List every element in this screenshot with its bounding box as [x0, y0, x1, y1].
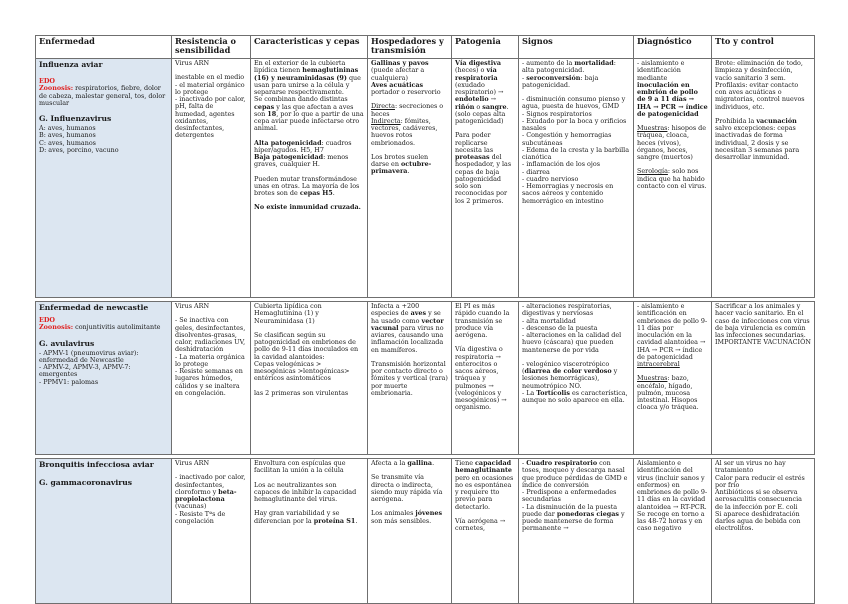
car-text: las 2 primeras son virulentas: [254, 388, 349, 397]
res-text: - inactivado por calor, pH, falta de humedad, agentes oxidantes, desinfectantes, detergentes: [175, 95, 246, 140]
tto-text: Sacrificar a los animales y hacer vacío sanitario. En el caso de infecciones con virus de baja virulencia es común las infecciones secundarias.: [715, 302, 810, 339]
row-bronquitis: [36, 459, 815, 604]
hos-text: Afecta a la gallina.: [371, 459, 435, 467]
tto-text: Si aparece deshidratación darles agua de bebida con electrolitos.: [715, 509, 801, 533]
cell-newcastle-caracteristicas: [251, 302, 368, 455]
sig-text: - La disminución de la puesta puede dar ponedoras ciegas y puede mantenerse de forma permanente →: [522, 502, 625, 533]
tto-text: Al ser un virus no hay tratamiento: [715, 459, 786, 475]
cell-bronquitis-patogenia: [452, 459, 519, 604]
edo-label: EDO: [39, 316, 55, 324]
cell-influenza-enfermedad: [36, 59, 172, 298]
row-newcastle: [36, 302, 815, 455]
disease-name: Influenza aviar: [39, 60, 103, 69]
cell-newcastle-hospedadores: [368, 302, 452, 455]
dia-text: - aislamiento e ientificación en embriones de pollo 9-11 días por inoculación en la cavidad alantoidea → IHA → PCR → índice de patogenicidad intracerebral: [637, 302, 708, 368]
cell-bronquitis-signos: [519, 459, 634, 604]
disease-name: Enfermedad de newcastle: [39, 303, 149, 312]
dia-text: - aislamiento e identificación mediante: [637, 59, 685, 82]
header-patogenia: Patogenia: [452, 36, 519, 59]
sig-text: - velogénico viscerotrópico (diarrea de color verdoso y lesiones hemorrágicas), neumotrópico NO.: [522, 359, 618, 390]
pat-text: Vía digestiva (heces) o vía respiratoria (exudado respiratorio) → endotelio → riñón o sangre. (solo cepas alta patogenicidad): [455, 59, 509, 125]
pat-text: Tiene capacidad hemaglutinante pero en ocasiones no es espontánea y requiere tto previo para detectarlo.: [455, 459, 514, 511]
cell-influenza-hospedadores: [368, 59, 452, 298]
hos-text: Aves acuáticas portador o reservorio: [371, 80, 441, 96]
sig-item: - Signos respiratorios: [522, 109, 592, 118]
row-influenza: [36, 59, 815, 298]
sig-item: - disminución consumo pienso y agua, puesta de huevos, GMD: [522, 95, 626, 111]
car-text: No existe inmunidad cruzada.: [254, 203, 361, 212]
sig-text: - descenso de la puesta: [522, 323, 598, 332]
pat-text: Para poder replicarse necesita las proteasas del hospedador, y las cepas de baja patogenicidad solo son reconocidas por los 2 primeros.: [455, 131, 512, 205]
hos-text: Gallinas y pavos (puede afectar a cualquiera): [371, 59, 429, 82]
genus-name: G. avulavirus: [39, 338, 95, 348]
car-text: Se clasifican según su patogenicidad en embriones de pollo de 9-11 días inoculados en la cavidad alantoides:: [254, 330, 359, 361]
genus-name: G. Influenzavirus: [39, 114, 112, 123]
sig-item: - Congestión y hemorragias subcutáneas: [522, 131, 612, 147]
zoonosis-text: Zoonosis: conjuntivitis autolimitante: [39, 323, 161, 332]
res-text: - Resiste semanas en lugares húmedos, cálidos y se inaltera en congelación.: [175, 367, 243, 397]
cell-bronquitis-enfermedad: [36, 459, 172, 604]
hos-text: Indirecta: fómites, vectores, cadáveres, huevos rotos embrionados.: [371, 116, 438, 147]
tto-text: Calor para reducir el estrés por frío: [715, 473, 805, 489]
sig-text: - Cuadro respiratorio con toses, moqueo y descarga nasal que produce pérdidas de GMD e índice de conversión: [522, 459, 628, 489]
res-text: Virus ARN: [175, 302, 210, 310]
hos-text: Directa: secreciones o heces: [371, 102, 444, 118]
sig-text: - alta mortalidad: [522, 316, 576, 325]
cell-influenza-caracteristicas: [251, 59, 368, 298]
hos-text: Se transmite vía directa o indirecta, siendo muy rápida vía aerógena.: [371, 473, 443, 503]
disease-name: Bronquitis infecciosa aviar: [39, 460, 154, 469]
header-row: [36, 36, 815, 59]
hos-text: Los animales jóvenes son más sensibles.: [371, 509, 443, 525]
zoonosis-text: Zoonosis: respiratorios, fiebre, dolor de cabeza, malestar general, tos, dolor muscular: [39, 84, 166, 107]
header-caracteristicas: Caracteristicas y cepas: [251, 36, 368, 59]
dia-text: inoculación en embrión de pollo de 9 a 11 días → IHA → PCR → índice de patogenicidad: [637, 80, 708, 118]
pat-text: Vía digestiva o respiratoria → enterocitos o sacos aéreos, tráquea y pulmones → (velogénicos y mesogénicos) → organismo.: [455, 345, 507, 412]
disease-table: [35, 35, 815, 604]
tto-text: Brote: eliminación de todo, limpieza y desinfección, vacío sanitario 3 sem.: [715, 59, 803, 82]
sig-text: - alteraciones en la calidad del huevo (cáscara) que pueden mantenerse de por vida: [522, 331, 622, 354]
tto-text: Profilaxis: evitar contacto con aves acuáticas o migratorias, control nuevos individuos, etc.: [715, 80, 805, 111]
car-text: En el exterior de la cubierta lipídica tienen hemaglutininas (16) y neuraminidasas (9) que usan para unirse a la célula y separarse respectivamente.: [254, 59, 361, 96]
car-text: Se combinan dando distintas cepas y las que afectan a aves son 18, por lo que a partir de una cepa aviar puede infectarse otro animal.: [254, 95, 364, 133]
sig-item: - inflamación de los ojos: [522, 160, 600, 169]
cell-newcastle-signos: [519, 302, 634, 455]
res-text: - La materia orgánica lo protege: [175, 352, 245, 368]
tto-text: Prohibida la vacunación salvo excepciones: cepas inactivadas de forma individual, 2 dosis y se necesitan 3 semanas para desarrollar inmunidad.: [715, 116, 800, 161]
res-text: - el material orgánico lo protege: [175, 80, 245, 96]
sig-item: - Edema de la cresta y la barbilla cianótica: [522, 145, 630, 161]
car-text: Baja patogenicidad: menos graves, cualquier H.: [254, 153, 349, 169]
pat-text: Vía aerógena → cornetes,: [455, 516, 506, 532]
car-text: Cepas velogénicas > mesogénicas >lentogénicas> entéricos asintomáticos: [254, 359, 350, 383]
cell-influenza-patogenia: [452, 59, 519, 298]
sig-item: - diarrea: [522, 167, 550, 176]
type-item: D: aves, porcino, vacuno: [39, 145, 119, 154]
car-text: Cubierta lipídica con Hemaglutinina (1) y Neuraminidasa (1): [254, 302, 322, 325]
sig-text: - seroconversión: baja patogenicidad.: [522, 73, 599, 89]
dia-text: Muestras: hisopos de tráquea, cloaca, heces (vivos), órganos, heces, sangre (muertos): [637, 124, 707, 161]
hos-text: Los brotes suelen darse en octubre-primavera.: [371, 152, 432, 176]
cell-bronquitis-tto: [712, 459, 815, 604]
tto-text: IMPORTANTE VACUNACIÓN: [715, 338, 811, 347]
cell-influenza-signos: [519, 59, 634, 298]
sig-text: - La Tortícolis es característica, aunque no solo aparece en ella.: [522, 388, 628, 404]
car-text: Hay gran variabilidad y se diferencian por la proteína S1.: [254, 509, 358, 525]
cell-newcastle-tto: [712, 302, 815, 455]
car-text: Los ac neutralizantes son capaces de inhibir la capacidad hemaglutinante del virus.: [254, 480, 357, 503]
hos-text: Transmisión horizontal por contacto directo o fómites y vertical (rara) por muerte embrionaria.: [371, 359, 448, 397]
genus-name: G. gammacoronavirus: [39, 478, 133, 487]
cell-influenza-tto: [712, 59, 815, 298]
car-text: Alta patogenicidad: cuadros híper/agudos. H5, H7: [254, 138, 352, 154]
cell-newcastle-patogenia: [452, 302, 519, 455]
cell-newcastle-enfermedad: [36, 302, 172, 455]
res-text: - Se inactiva con geles, desinfectantes, disolventes-grasas, calor, radiaciones UV, deshidratación: [175, 316, 246, 354]
type-item: - APMV-2, APMV-3, APMV-7: emergentes: [39, 363, 131, 379]
header-diagnostico: Diagnóstico: [634, 36, 712, 59]
cell-influenza-resistencia: [172, 59, 251, 298]
cell-bronquitis-resistencia: [172, 459, 251, 604]
sig-item: - cuadro nervioso: [522, 174, 579, 183]
header-tto: Tto y control: [712, 36, 815, 59]
header-hospedadores: Hospedadores y transmisión: [368, 36, 452, 59]
header-enfermedad: Enfermedad: [36, 36, 172, 59]
header-signos: Signos: [519, 36, 634, 59]
hos-text: Infecta a +200 especies de aves y se ha usado como vector vacunal para virus no aviares, causando una inflamación localizada en mamíferos.: [371, 302, 444, 354]
cell-newcastle-diagnostico: [634, 302, 712, 455]
dia-text: Se recoge en torno a las 48-72 horas y en caso negativo: [637, 509, 705, 533]
type-item: - APMV-1 (pneumovirus aviar): enfermedad de Newcastle: [39, 348, 139, 364]
header-resistencia: Resistencia o sensibilidad: [172, 36, 251, 59]
res-text: - Resiste Tªs de congelación: [175, 509, 226, 525]
type-item: B: aves, humanos: [39, 131, 96, 140]
cell-influenza-diagnostico: [634, 59, 712, 298]
tto-text: Antibióticos si se observa aerosaculitis consecuencia de la infección por E. coli: [715, 488, 802, 511]
type-item: A: aves, humanos: [39, 124, 96, 132]
cell-bronquitis-diagnostico: [634, 459, 712, 604]
res-text: inestable en el medio: [175, 73, 245, 82]
sig-text: - Predispone a enfermedades secundarias: [522, 488, 617, 504]
cell-newcastle-resistencia: [172, 302, 251, 455]
res-text: Virus ARN: [175, 459, 210, 467]
sig-text: - alteraciones respiratorias, digestivas y nerviosas: [522, 302, 612, 318]
edo-label: EDO: [39, 77, 55, 85]
car-text: Pueden mutar transformándose unas en otras. La mayoría de los brotes son de cepas H5.: [254, 174, 360, 197]
dia-text: Muestras: bazo, encéfalo, hígado, pulmón, mucosa intestinal. Hisopos cloaca y/o tráquea.: [637, 374, 699, 412]
res-text: - inactivado por calor, desinfectantes, cloroformo y beta-propiolactona (vacunas): [175, 473, 246, 511]
sig-text: - aumento de la mortalidad: alta patogenicidad.: [522, 59, 616, 75]
cell-bronquitis-caracteristicas: [251, 459, 368, 604]
car-text: Envoltura con espículas que facilitan la unión a la célula: [254, 459, 346, 475]
type-item: C: aves, humanos: [39, 138, 96, 147]
document-page: [35, 35, 814, 604]
type-item: - PPMV1: palomas: [39, 377, 99, 386]
cell-bronquitis-hospedadores: [368, 459, 452, 604]
res-text: Virus ARN: [175, 59, 210, 67]
pat-text: El PI es más rápido cuando la transmisión se produce vía aerógena.: [455, 302, 510, 339]
sig-item: - Hemorragias y necrosis en sacos aéreos y contenido hemorrágico en intestino: [522, 182, 614, 205]
dia-text: Aislamiento e identificación del virus (incluir sanos y enfermos) en embriones de pollo 9-11 días en la cavidad alantoidea → RT-PCR.: [637, 459, 708, 511]
dia-text: Serología: solo nos indica que ha habido contacto con el virus.: [637, 167, 707, 190]
sig-item: - Exudado por la boca y orificios nasales: [522, 116, 627, 132]
